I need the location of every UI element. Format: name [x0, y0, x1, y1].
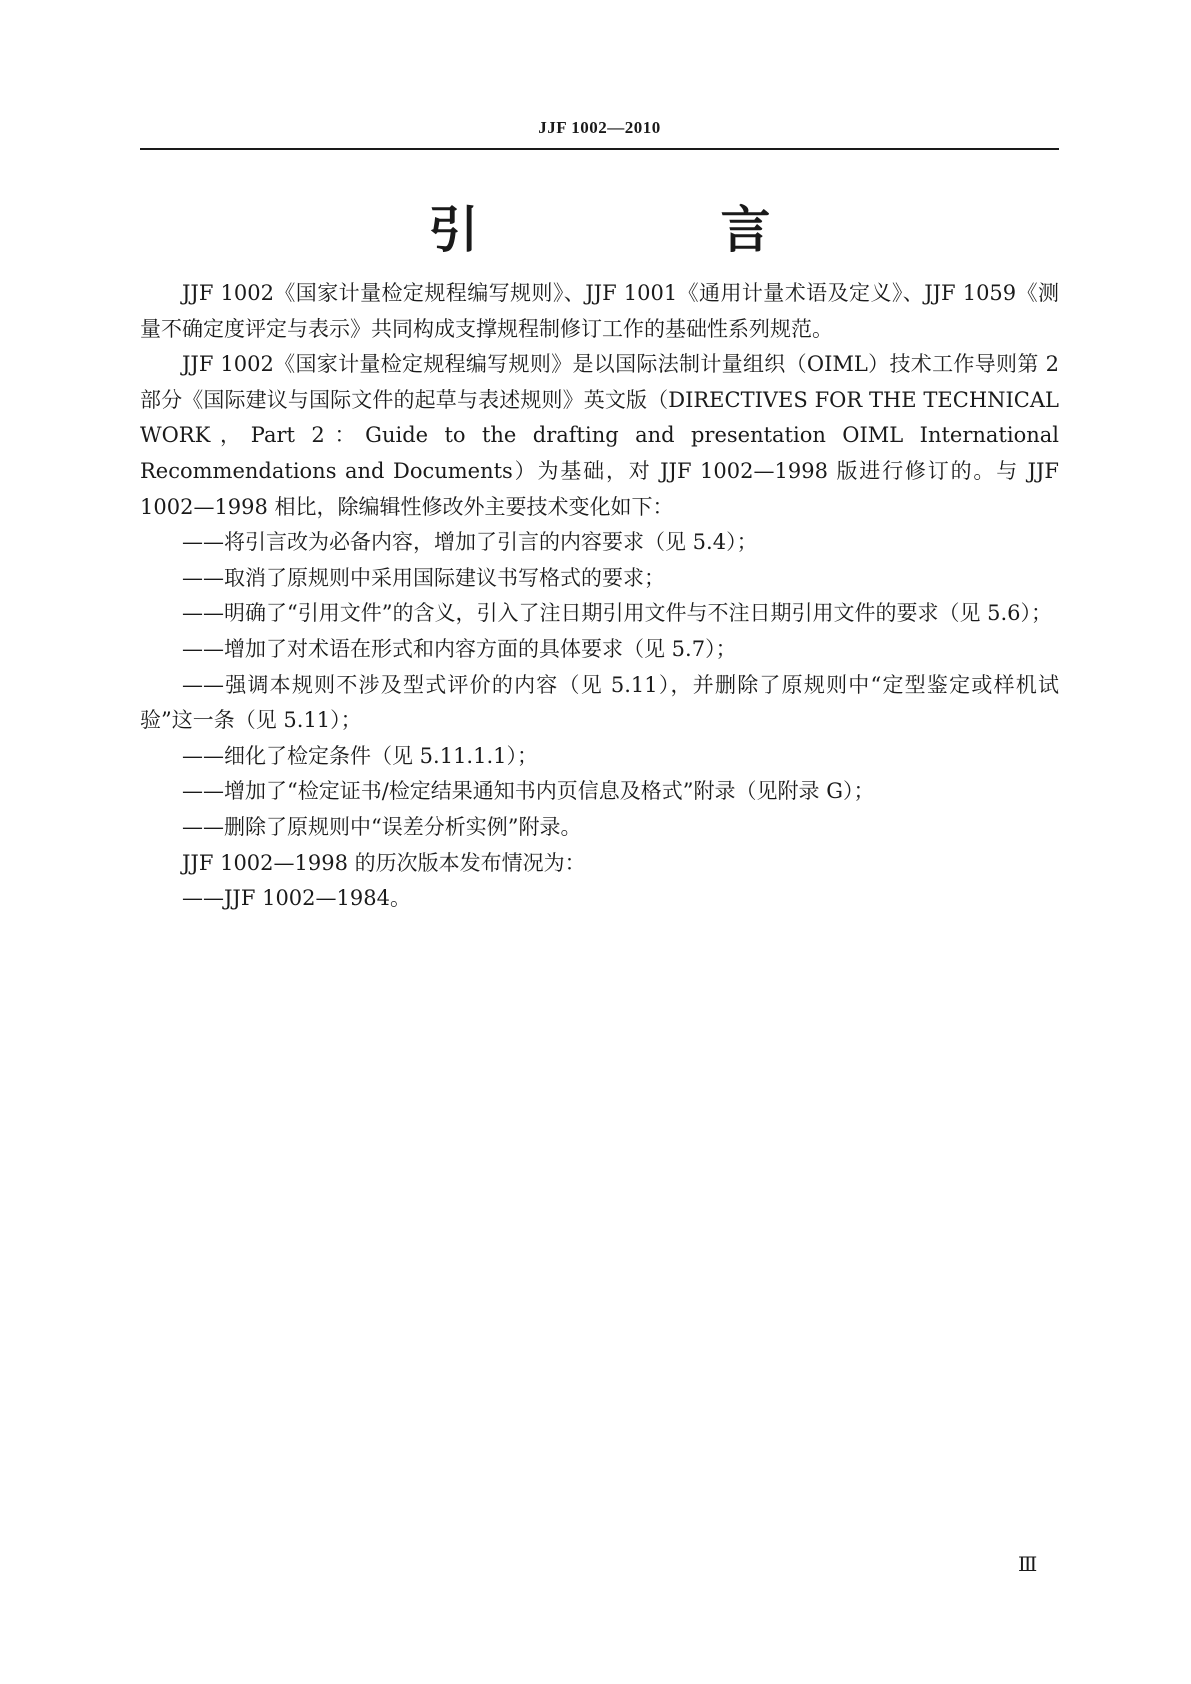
change-item: ——删除了原规则中“误差分析实例”附录。	[182, 814, 582, 839]
change-item: ——强调本规则不涉及型式评价的内容（见 5.11），并删除了原规则中“定型鉴定或样机试验”这一条（见 5.11）；	[140, 672, 1059, 733]
change-item: ——明确了“引用文件”的含义，引入了注日期引用文件与不注日期引用文件的要求（见 5.6）；	[182, 601, 1053, 626]
page-number: Ⅲ	[1018, 1552, 1038, 1576]
change-item: ——增加了“检定证书/检定结果通知书内页信息及格式”附录（见附录 G）；	[182, 779, 875, 804]
page-title: 引 言	[428, 201, 867, 259]
body-text	[140, 276, 1059, 917]
change-item: ——取消了原规则中采用国际建议书写格式的要求；	[182, 565, 665, 590]
history-item: ——JJF 1002—1984。	[182, 886, 411, 911]
change-item: ——增加了对术语在形式和内容方面的具体要求（见 5.7）；	[182, 636, 737, 661]
page-header-code: JJF 1002—2010	[538, 118, 661, 137]
paragraph-basis: JJF 1002《国家计量检定规程编写规则》是以国际法制计量组织（OIML）技术工作导则第 2 部分《国际建议与国际文件的起草与表述规则》英文版（DIRECTIVES FOR THE TECHNICAL WORK，Part 2：Guide to the drafting and presentation OIML International Recommendations and Documents）为基础，对 JJF 1002—1998 版进行修订的。与 JJF 1002—1998 相比，除编辑性修改外主要技术变化如下：	[140, 352, 1059, 519]
header-rule	[140, 148, 1059, 150]
paragraph-intro: JJF 1002《国家计量检定规程编写规则》、JJF 1001《通用计量术语及定义》、JJF 1059《测量不确定度评定与表示》共同构成支撑规程制修订工作的基础性系列规范。	[140, 281, 1059, 341]
change-item: ——细化了检定条件（见 5.11.1.1）；	[182, 743, 539, 768]
paragraph-history: JJF 1002—1998 的历次版本发布情况为：	[182, 850, 586, 875]
change-item: ——将引言改为必备内容，增加了引言的内容要求（见 5.4）；	[182, 530, 758, 555]
